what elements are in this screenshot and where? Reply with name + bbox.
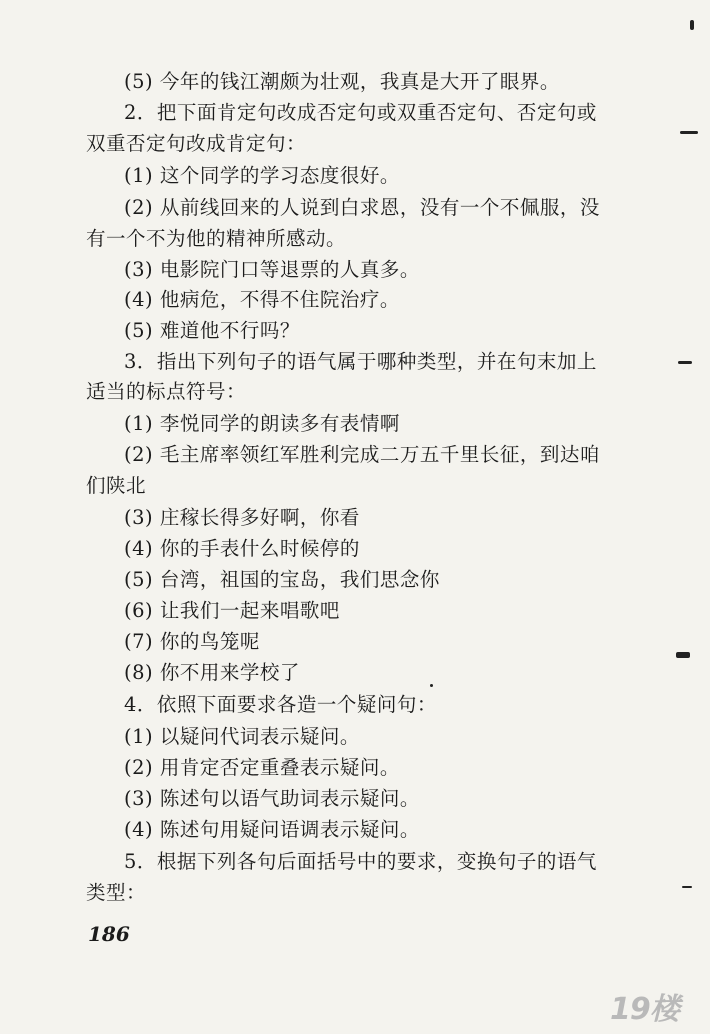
- text-line: (3) 陈述句以语气助词表示疑问。: [124, 787, 420, 810]
- text-line: (1) 这个同学的学习态度很好。: [124, 164, 400, 187]
- scan-mark: [690, 20, 694, 30]
- text-line: 有一个不为他的精神所感动。: [86, 227, 347, 250]
- text-line: (2) 用肯定否定重叠表示疑问。: [124, 756, 400, 779]
- page-number: 186: [88, 922, 130, 946]
- text-line: 类型：: [86, 881, 147, 904]
- text-line: 3．指出下列句子的语气属于哪种类型，并在句末加上: [124, 350, 597, 373]
- text-line: (1) 李悦同学的朗读多有表情啊: [124, 412, 400, 435]
- text-line: 4．依照下面要求各造一个疑问句：: [124, 693, 437, 716]
- scan-mark: [676, 652, 690, 658]
- text-line: (1) 以疑问代词表示疑问。: [124, 725, 360, 748]
- watermark-logo: 19楼: [610, 992, 679, 1027]
- text-line: (6) 让我们一起来唱歌吧: [124, 599, 340, 622]
- text-line: (4) 你的手表什么时候停的: [124, 537, 360, 560]
- scan-speck: [430, 684, 433, 687]
- text-line: (7) 你的鸟笼呢: [124, 630, 260, 653]
- text-line: (8) 你不用来学校了: [124, 661, 300, 684]
- text-line: (5) 今年的钱江潮颇为壮观，我真是大开了眼界。: [124, 70, 560, 93]
- text-line: (5) 台湾，祖国的宝岛，我们思念你: [124, 568, 440, 591]
- text-line: (3) 庄稼长得多好啊，你看: [124, 506, 360, 529]
- text-line: (5) 难道他不行吗？: [124, 319, 300, 342]
- text-line: 们陕北: [86, 474, 147, 497]
- scan-mark: [682, 886, 692, 888]
- text-line: (2) 毛主席率领红军胜利完成二万五千里长征，到达咱: [124, 443, 600, 466]
- text-line: (3) 电影院门口等退票的人真多。: [124, 258, 420, 281]
- text-line: (2) 从前线回来的人说到白求恩，没有一个不佩服，没: [124, 196, 600, 219]
- text-line: 双重否定句改成肯定句：: [86, 132, 307, 155]
- scan-mark: [678, 361, 692, 364]
- text-line: (4) 他病危，不得不住院治疗。: [124, 288, 400, 311]
- text-line: 适当的标点符号：: [86, 380, 247, 403]
- text-line: 2．把下面肯定句改成否定句或双重否定句、否定句或: [124, 101, 597, 124]
- scan-mark: [680, 131, 698, 134]
- text-line: 5．根据下列各句后面括号中的要求，变换句子的语气: [124, 850, 597, 873]
- text-line: (4) 陈述句用疑问语调表示疑问。: [124, 818, 420, 841]
